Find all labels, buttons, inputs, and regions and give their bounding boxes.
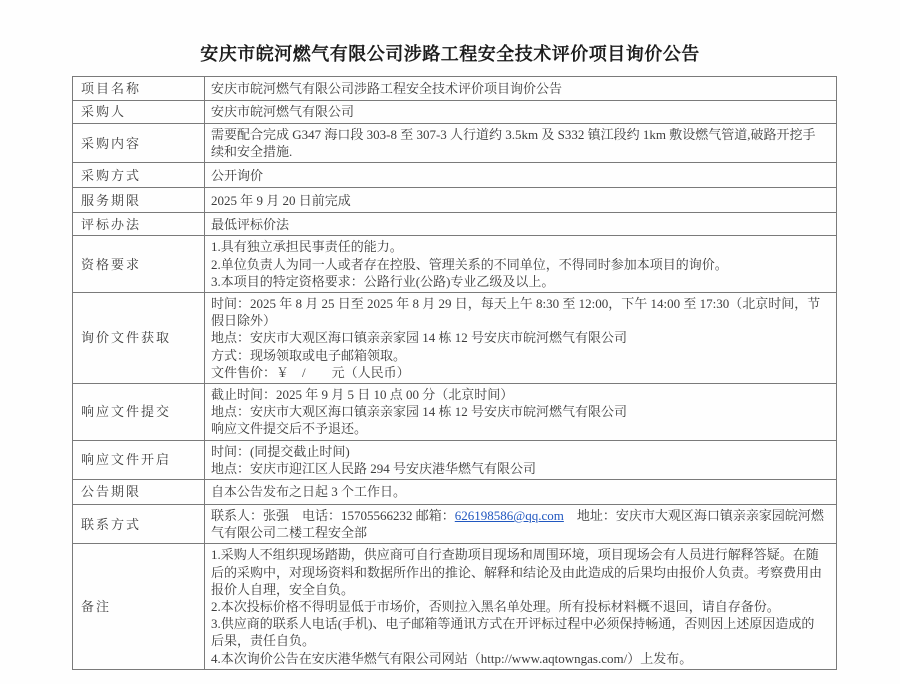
purchase-method-value: 公开询价 bbox=[205, 163, 837, 188]
remarks-value bbox=[205, 544, 837, 669]
qualification-line-3: 3.本项目的特定资格要求：公路行业(公路)专业乙级及以上。 bbox=[211, 273, 555, 289]
contact-address-text: 地址：安庆市大观区海口镇亲亲家园皖河燃气有限公司二楼工程安全部 bbox=[211, 508, 824, 541]
opening-place-line: 地点：安庆市迎江区人民路 294 号安庆港华燃气有限公司 bbox=[211, 460, 537, 476]
table-row-purchaser bbox=[73, 101, 837, 124]
purchaser-label: 采购人 bbox=[73, 101, 205, 124]
purchase-content-value: 需要配合完成 G347 海口段 303-8 至 307-3 人行道约 3.5km 及 S332 镇江段约 1km 敷设燃气管道,破路开挖手续和安全措施. bbox=[205, 124, 837, 163]
page-title: 安庆市皖河燃气有限公司涉路工程安全技术评价项目询价公告 bbox=[200, 44, 700, 64]
project-name-value: 安庆市皖河燃气有限公司涉路工程安全技术评价项目询价公告 bbox=[205, 77, 837, 101]
qualification-label: 资格要求 bbox=[73, 236, 205, 293]
contact-info-text: 联系人：张强 电话：15705566232 邮箱： bbox=[211, 508, 455, 524]
remarks-item-4: 4.本次询价公告在安庆港华燃气有限公司网站（http://www.aqtowngas.com/）上发布。 bbox=[211, 650, 693, 666]
acquisition-time-line: 时间：2025 年 8 月 25 日至 2025 年 8 月 29 日，每天上午 8:30 至 12:00，下午 14:00 至 17:30（北京时间，节假日除外） bbox=[211, 296, 821, 329]
remarks-item-1: 1.采购人不组织现场踏勘，供应商可自行查勘项目现场和周围环境，项目现场会有人员进行解释答疑。在随后的采购中，对现场资料和数据所作出的推论、解释和结论及由此造成的后果均由报价人负责。考察费用由报价人自理，安全自负。 bbox=[211, 547, 823, 597]
table-row-response-opening bbox=[73, 440, 837, 479]
acquisition-place-line: 地点：安庆市大观区海口镇亲亲家园 14 栋 12 号安庆市皖河燃气有限公司 bbox=[211, 330, 628, 346]
table-row-remarks bbox=[73, 544, 837, 669]
submission-place-line: 地点：安庆市大观区海口镇亲亲家园 14 栋 12 号安庆市皖河燃气有限公司 bbox=[211, 404, 628, 420]
table-row-purchase-content bbox=[73, 124, 837, 163]
table-row-service-period bbox=[73, 188, 837, 213]
service-period-label: 服务期限 bbox=[73, 188, 205, 213]
remarks-item-3: 3.供应商的联系人电话(手机)、电子邮箱等通讯方式在开评标过程中必须保持畅通，否则因上述原因造成的后果，责任自负。 bbox=[211, 616, 815, 649]
table-row-qualification bbox=[73, 236, 837, 293]
contact-email-link[interactable]: 626198586@qq.com bbox=[454, 508, 564, 524]
response-opening-label: 响应文件开启 bbox=[73, 440, 205, 479]
table-row-announcement-period bbox=[73, 480, 837, 505]
evaluation-method-label: 评标办法 bbox=[73, 213, 205, 236]
response-submission-value bbox=[205, 384, 837, 441]
announcement-period-value: 自本公告发布之日起 3 个工作日。 bbox=[205, 480, 837, 505]
table-row-contact bbox=[73, 505, 837, 544]
acquisition-method-line: 方式：现场领取或电子邮箱领取。 bbox=[211, 347, 407, 363]
contact-value bbox=[205, 505, 837, 544]
submission-note-line: 响应文件提交后不予退还。 bbox=[211, 421, 368, 437]
remarks-item-2: 2.本次投标价格不得明显低于市场价，否则拉入黑名单处理。所有投标材料概不退回，请自存备份。 bbox=[211, 599, 780, 615]
remarks-label: 备注 bbox=[73, 544, 205, 669]
announcement-table bbox=[72, 76, 837, 670]
service-period-value: 2025 年 9 月 20 日前完成 bbox=[205, 188, 837, 213]
opening-time-line: 时间：(同提交截止时间) bbox=[211, 443, 350, 459]
purchase-content-label: 采购内容 bbox=[73, 124, 205, 163]
document-acquisition-label: 询价文件获取 bbox=[73, 293, 205, 384]
purchaser-value: 安庆市皖河燃气有限公司 bbox=[205, 101, 837, 124]
acquisition-price-line: 文件售价：￥ / 元（人民币） bbox=[211, 364, 410, 380]
table-row-purchase-method bbox=[73, 163, 837, 188]
announcement-period-label: 公告期限 bbox=[73, 480, 205, 505]
table-row-project-name bbox=[73, 77, 837, 101]
purchase-method-label: 采购方式 bbox=[73, 163, 205, 188]
response-opening-value bbox=[205, 440, 837, 479]
evaluation-method-value: 最低评标价法 bbox=[205, 213, 837, 236]
qualification-value bbox=[205, 236, 837, 293]
project-name-label: 项目名称 bbox=[73, 77, 205, 101]
qualification-line-2: 2.单位负责人为同一人或者存在控股、管理关系的不同单位，不得同时参加本项目的询价。 bbox=[211, 256, 728, 272]
table-row-response-submission bbox=[73, 384, 837, 441]
contact-label: 联系方式 bbox=[73, 505, 205, 544]
response-submission-label: 响应文件提交 bbox=[73, 384, 205, 441]
submission-deadline-line: 截止时间：2025 年 9 月 5 日 10 点 00 分（北京时间） bbox=[211, 387, 514, 403]
table-row-document-acquisition bbox=[73, 293, 837, 384]
table-row-evaluation-method bbox=[73, 213, 837, 236]
document-acquisition-value bbox=[205, 293, 837, 384]
qualification-line-1: 1.具有独立承担民事责任的能力。 bbox=[211, 239, 403, 255]
